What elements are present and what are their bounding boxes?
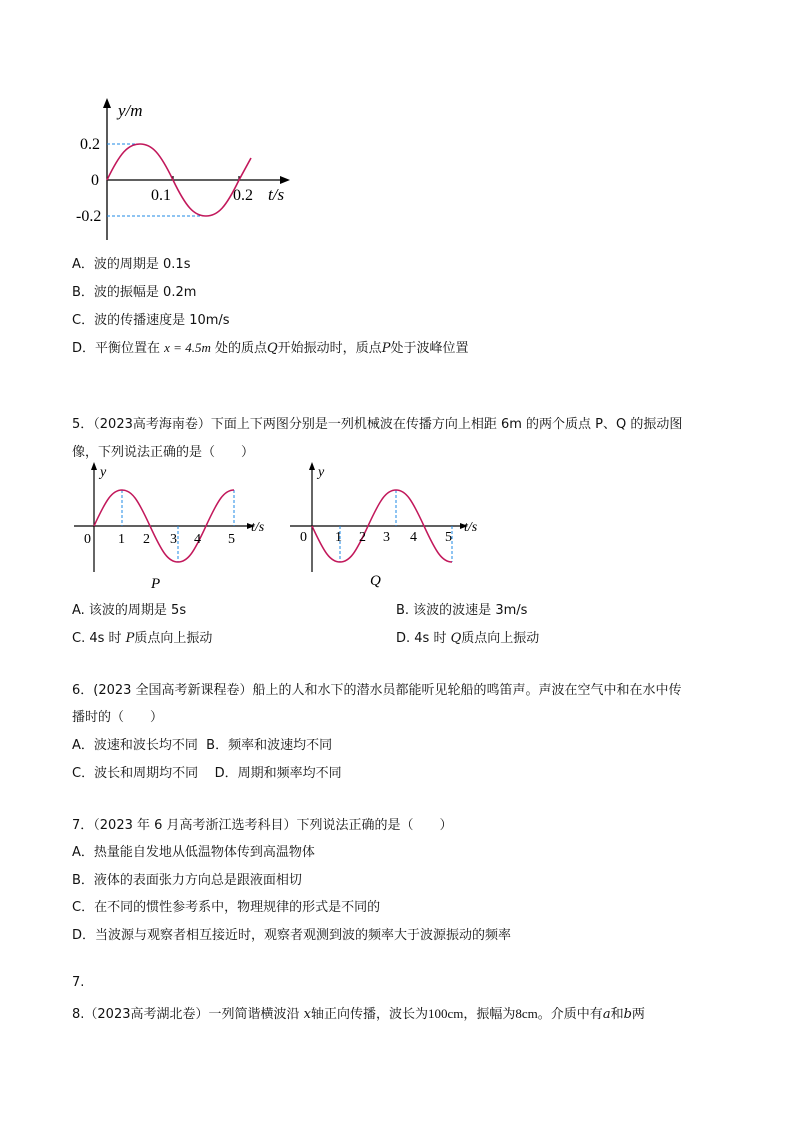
q4-d-prefix: D．平衡位置在 bbox=[72, 341, 161, 356]
q6-options-row1 bbox=[72, 734, 332, 753]
y-axis-label: y bbox=[100, 465, 107, 480]
q7-option-b: B．液体的表面张力方向总是跟液面相切 bbox=[72, 873, 302, 888]
t-axis-arrow bbox=[280, 176, 290, 184]
q5-option-c bbox=[72, 627, 212, 646]
q5-c-prefix: C. 4s 时 bbox=[72, 631, 122, 646]
q4-option-a: A．波的周期是 0.1s bbox=[72, 257, 191, 272]
q8-stem bbox=[72, 1003, 645, 1022]
tick-label: 2 bbox=[359, 530, 366, 545]
tick-label: 4 bbox=[410, 530, 417, 545]
q5-option-a: A. 该波的周期是 5s bbox=[72, 603, 187, 618]
q4-d-var-q: Q bbox=[267, 341, 278, 356]
q8-mid1: 轴正向传播，波长为 bbox=[310, 1007, 428, 1022]
q8-suffix: 两 bbox=[631, 1007, 645, 1022]
q8-prefix: 8.（2023高考湖北卷）一列简谐横波沿 bbox=[72, 1007, 300, 1022]
q4-d-suffix: 处于波峰位置 bbox=[390, 341, 469, 356]
q8-mid4: 和 bbox=[610, 1007, 624, 1022]
y-axis-arrow bbox=[103, 98, 111, 108]
q6-option-d: D．周期和频率均不同 bbox=[214, 766, 342, 781]
y-tick-label: -0.2 bbox=[76, 208, 102, 225]
graph-q bbox=[288, 460, 493, 595]
q6-stem-line2: 播时的（ ） bbox=[72, 710, 164, 725]
q6-stem-line1: 6．(2023 全国高考新课程卷）船上的人和水下的潜水员都能听见轮船的鸣笛声。声波在空气中和在水中传 bbox=[72, 683, 682, 698]
tick-label: 4 bbox=[194, 532, 201, 547]
q4-d-var-p: P bbox=[381, 341, 391, 356]
y-tick-label: 0 bbox=[91, 172, 99, 189]
tick-label: 5 bbox=[445, 530, 452, 545]
t-tick-label: 0.1 bbox=[151, 187, 171, 204]
q5-stem-line1: 5．（2023高考海南卷）下面上下两图分别是一列机械波在传播方向上相距 6m 的两个质点 P、Q 的振动图 bbox=[72, 417, 683, 432]
q7-stem: 7．（2023 年 6 月高考浙江选考科目）下列说法正确的是（ ） bbox=[72, 818, 453, 833]
q8-x-var: x bbox=[303, 1007, 311, 1022]
q5-option-d bbox=[396, 627, 539, 646]
q8-amplitude: 8cm bbox=[515, 1006, 538, 1021]
q7-option-d: D．当波源与观察者相互接近时，观察者观测到波的频率大于波源振动的频率 bbox=[72, 928, 512, 943]
q8-a-var: a bbox=[602, 1007, 611, 1022]
q8-mid3: 。介质中有 bbox=[537, 1007, 603, 1022]
vibration-graph bbox=[70, 90, 310, 250]
q5-d-suffix: 质点向上振动 bbox=[461, 631, 540, 646]
y-axis-arrow bbox=[91, 462, 97, 470]
q7-option-a: A．热量能自发地从低温物体传到高温物体 bbox=[72, 845, 315, 860]
y-axis-label: y bbox=[318, 465, 325, 480]
q4-option-b: B．波的振幅是 0.2m bbox=[72, 285, 197, 300]
tick-label: 3 bbox=[383, 530, 390, 545]
q8-b-var: b bbox=[623, 1007, 632, 1022]
tick-label: 1 bbox=[118, 532, 125, 547]
q5-d-prefix: D. 4s 时 bbox=[396, 631, 447, 646]
t-axis-label: t/s bbox=[251, 520, 265, 535]
q6-option-b: B．频率和波速均不同 bbox=[206, 738, 333, 753]
tick-label: 2 bbox=[143, 532, 150, 547]
q6-option-a: A．波速和波长均不同 bbox=[72, 738, 198, 753]
q5-stem-line2: 像，下列说法正确的是（ ） bbox=[72, 445, 255, 460]
y-axis-label: y/m bbox=[118, 101, 143, 120]
q5-c-var: P bbox=[125, 631, 135, 646]
y-tick-label: 0.2 bbox=[80, 136, 100, 153]
tick-label: 0 bbox=[300, 530, 307, 545]
tick-label: 5 bbox=[228, 532, 235, 547]
tick-label: 3 bbox=[170, 532, 177, 547]
q6-option-c: C．波长和周期均不同 bbox=[72, 766, 199, 781]
q6-options-row2 bbox=[72, 762, 342, 781]
q4-d-math: x = 4.5m bbox=[164, 340, 211, 355]
stray-number: 7. bbox=[72, 975, 85, 990]
t-axis-label: t/s bbox=[464, 520, 478, 535]
q8-mid2: ，振幅为 bbox=[463, 1007, 516, 1022]
tick-label: 1 bbox=[335, 530, 342, 545]
t-tick-label: 0.2 bbox=[233, 187, 253, 204]
t-axis-label: t/s bbox=[268, 185, 285, 204]
q5-c-suffix: 质点向上振动 bbox=[134, 631, 213, 646]
q4-option-d bbox=[72, 337, 468, 356]
q4-d-mid: 处的质点 bbox=[214, 341, 267, 356]
q4-d-mid2: 开始振动时，质点 bbox=[277, 341, 382, 356]
q8-wavelength: 100cm bbox=[428, 1006, 464, 1021]
q5-option-b: B. 该波的波速是 3m/s bbox=[396, 603, 528, 618]
graph-caption: Q bbox=[370, 573, 381, 589]
q7-option-c: C．在不同的惯性参考系中，物理规律的形式是不同的 bbox=[72, 900, 381, 915]
q4-option-c: C．波的传播速度是 10m/s bbox=[72, 313, 230, 328]
tick-label: 0 bbox=[84, 532, 91, 547]
q5-d-var: Q bbox=[450, 631, 462, 646]
graph-caption: P bbox=[151, 576, 161, 592]
y-axis-arrow bbox=[309, 462, 315, 470]
graph-p bbox=[70, 460, 275, 595]
